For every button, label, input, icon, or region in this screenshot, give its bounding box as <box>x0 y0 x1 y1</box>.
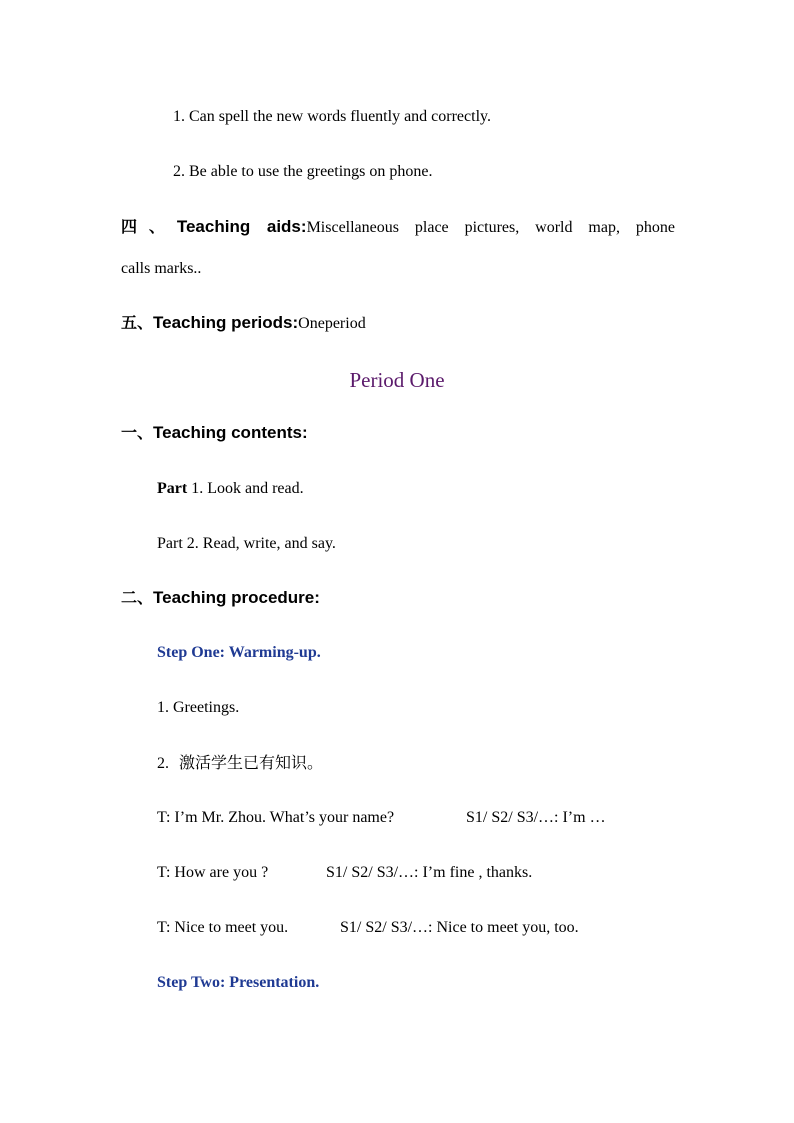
teaching-periods-value: Oneperiod <box>298 315 366 332</box>
teaching-aids-text: Miscellaneous place pictures, world map, phone <box>306 219 675 236</box>
dialog-students-2: S1/ S2/ S3/…: I’m fine , thanks. <box>326 864 533 881</box>
objective-2: 2. Be able to use the greetings on phone. <box>173 163 433 180</box>
teaching-aids-label: Teaching aids: <box>176 217 307 236</box>
teaching-aids-line-1 <box>121 217 675 238</box>
teaching-periods-label: Teaching periods: <box>153 313 299 332</box>
teaching-contents-number: 一、 <box>121 423 154 442</box>
teaching-aids-number: 四、 <box>121 217 177 236</box>
item-activate-knowledge <box>157 753 323 774</box>
dialog-teacher-2: T: How are you ? <box>157 864 269 881</box>
objective-1: 1. Can spell the new words fluently and correctly. <box>173 108 491 125</box>
item-2-chinese-text: 激活学生已有知识。 <box>179 753 324 772</box>
teaching-contents-label: Teaching contents: <box>153 423 308 442</box>
teaching-contents-heading <box>121 423 308 444</box>
teaching-procedure-number: 二、 <box>121 588 154 607</box>
item-greetings: 1. Greetings. <box>157 699 240 716</box>
part-1-bold: Part <box>157 480 188 497</box>
teaching-periods-heading <box>121 313 366 334</box>
teaching-periods-number: 五、 <box>121 313 154 332</box>
part-1-text: 1. Look and read. <box>187 480 304 497</box>
dialog-teacher-1: T: I’m Mr. Zhou. What’s your name? <box>157 809 395 826</box>
period-title: Period One <box>349 368 445 392</box>
dialog-line-2 <box>157 863 268 883</box>
teaching-aids-line-2: calls marks.. <box>121 260 202 277</box>
part-1-line <box>157 479 304 499</box>
dialog-teacher-3: T: Nice to meet you. <box>157 919 289 936</box>
dialog-line-1 <box>157 808 394 828</box>
dialog-students-3: S1/ S2/ S3/…: Nice to meet you, too. <box>340 919 579 936</box>
teaching-procedure-heading <box>121 588 320 609</box>
step-one-heading: Step One: Warming-up. <box>157 644 321 661</box>
teaching-procedure-label: Teaching procedure: <box>153 588 320 607</box>
dialog-line-3 <box>157 918 288 938</box>
step-two-heading: Step Two: Presentation. <box>157 974 320 991</box>
item-2-number: 2. <box>157 755 169 772</box>
part-2-line: Part 2. Read, write, and say. <box>157 535 336 552</box>
dialog-students-1: S1/ S2/ S3/…: I’m … <box>466 809 606 826</box>
